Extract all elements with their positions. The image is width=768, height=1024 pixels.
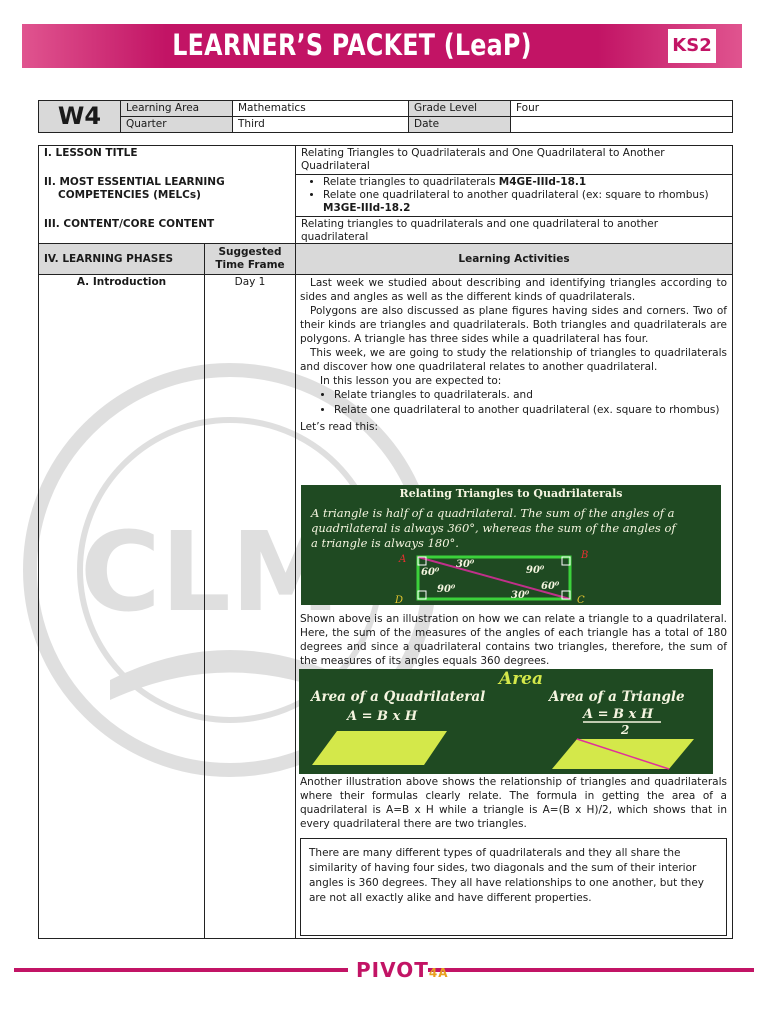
- week-label: W4: [39, 101, 121, 133]
- melc-list: [296, 175, 733, 217]
- intro-text: [300, 276, 727, 434]
- melc-label-line2: COMPETENCIES (MELCs): [58, 188, 201, 201]
- packet-title: LEARNER’S PACKET (LeaP): [172, 28, 532, 62]
- learning-area-label: Learning Area: [121, 101, 233, 117]
- vertex-c: C: [577, 595, 585, 605]
- vertex-a: A: [399, 554, 407, 565]
- melc-item-2: [323, 189, 727, 215]
- intro-p1: Last week we studied about describing and identifying triangles according to sides and angles as well as the different kinds of quadrilaterals.: [300, 277, 727, 303]
- learning-area-value: Mathematics: [233, 101, 409, 117]
- quad-area-title: Area of a Quadrilateral: [311, 689, 486, 705]
- tri-area-denominator: 2: [621, 723, 630, 737]
- melc-2-text: Relate one quadrilateral to another quadrilateral (ex: square to rhombus): [323, 189, 709, 201]
- melc-label: [39, 175, 296, 217]
- fig1-line1: A triangle is half of a quadrilateral. The sum of the angles of a: [311, 506, 675, 520]
- lesson-table: [38, 145, 733, 246]
- phase-a-label: A. Introduction: [39, 275, 205, 939]
- footer-line-left: [14, 968, 348, 972]
- angle-d-90: 90⁰: [437, 584, 456, 595]
- fig1-title: Relating Triangles to Quadrilaterals: [399, 487, 623, 500]
- phases-label: IV. LEARNING PHASES: [39, 244, 205, 275]
- date-label: Date: [409, 117, 511, 133]
- intro-p4: In this lesson you are expected to:: [320, 375, 502, 387]
- info-table: [38, 100, 733, 133]
- area-formulas-figure: [299, 669, 713, 774]
- melc-item-1: [323, 176, 727, 189]
- intro-p3: This week, we are going to study the relationship of triangles to quadrilaterals and discover how one quadrilateral relates to another quadrilateral.: [300, 347, 727, 373]
- quarter-value: Third: [233, 117, 409, 133]
- pivot-logo: [356, 958, 449, 982]
- melc-2-code: M3GE-IIId-18.2: [323, 202, 411, 214]
- angle-a-60: 60⁰: [421, 567, 440, 578]
- date-value: [511, 117, 733, 133]
- intro-p5: Let’s read this:: [300, 421, 379, 433]
- svg-text:CLM: CLM: [80, 508, 341, 636]
- melc-1-text: Relate triangles to quadrilaterals: [323, 176, 499, 188]
- lesson-title-label: I. LESSON TITLE: [39, 146, 296, 175]
- pivot-logo-suffix: 4A: [428, 966, 449, 980]
- objectives-list: [334, 388, 727, 417]
- melc-1-code: M4GE-IIId-18.1: [498, 176, 587, 188]
- parallelogram-shape: [312, 731, 447, 765]
- fig2-heading: Area: [499, 669, 543, 689]
- content-label: III. CONTENT/CORE CONTENT: [39, 217, 296, 246]
- melc-label-line1: II. MOST ESSENTIAL LEARNING: [44, 175, 225, 188]
- vertex-d: D: [395, 595, 404, 605]
- fig1-line3: a triangle is always 180°.: [311, 536, 459, 550]
- grade-level-value: Four: [511, 101, 733, 117]
- day-label: Day 1: [205, 275, 296, 939]
- tri-area-title: Area of a Triangle: [549, 689, 685, 705]
- angle-a-30: 30⁰: [456, 559, 475, 570]
- angle-b-90: 90⁰: [526, 565, 545, 576]
- summary-box: There are many different types of quadrilaterals and they all share the similarity of having four sides, two diagonals and the sum of their interior angles is 360 degrees. They all have relationships to one another, but they are not all exactly alike and have different properties.: [300, 838, 727, 936]
- quarter-label: Quarter: [121, 117, 233, 133]
- timeframe-label: Suggested Time Frame: [205, 244, 296, 275]
- lesson-title-value: Relating Triangles to Quadrilaterals and One Quadrilateral to Another Quadrilateral: [296, 146, 733, 175]
- activities-label: Learning Activities: [296, 244, 733, 275]
- quad-area-formula: A = B x H: [347, 709, 418, 724]
- explanation-paragraph-2: Another illustration above shows the relationship of triangles and quadrilaterals where their formulas clearly relate. The formula in getting the area of a quadrilateral is A=B x H while a triangle is A=(B x H)/2, which shows that in every quadrilateral there are two triangles.: [300, 776, 727, 830]
- tri-area-formula: A = B x H: [583, 707, 654, 722]
- objective-1: • Relate triangles to quadrilaterals. and: [334, 388, 727, 402]
- explanation-paragraph-1: Shown above is an illustration on how we can relate a triangle to a quadrilateral. Here, the sum of the measures of the angles of each triangle has a total of 180 degrees and since a quadrilateral contains two triangles, therefore, the sum of the measures of its angles equals 360 degrees.: [300, 613, 727, 667]
- angle-c-60: 60⁰: [541, 581, 560, 592]
- pivot-logo-text: PIVOT: [356, 958, 429, 982]
- grade-level-label: Grade Level: [409, 101, 511, 117]
- content-value: Relating triangles to quadrilaterals and one quadrilateral to another quadrilateral: [296, 217, 733, 246]
- objective-2: • Relate one quadrilateral to another quadrilateral (ex. square to rhombus): [334, 403, 727, 417]
- ks-badge: KS2: [668, 29, 716, 63]
- intro-p2: Polygons are also discussed as plane figures having sides and corners. Two of their kinds are triangles and quadrilaterals. Both triangles and quadrilaterals are polygons. A triangle has three sides while a quadrilateral has four.: [300, 305, 727, 345]
- vertex-b: B: [581, 550, 589, 561]
- header-banner: [22, 24, 742, 68]
- angle-c-30: 30⁰: [511, 590, 530, 601]
- triangle-quadrilateral-figure: [301, 485, 721, 605]
- footer-line-right: [428, 968, 754, 972]
- fig1-line2: quadrilateral is always 360°, whereas the sum of the angles of: [311, 521, 676, 535]
